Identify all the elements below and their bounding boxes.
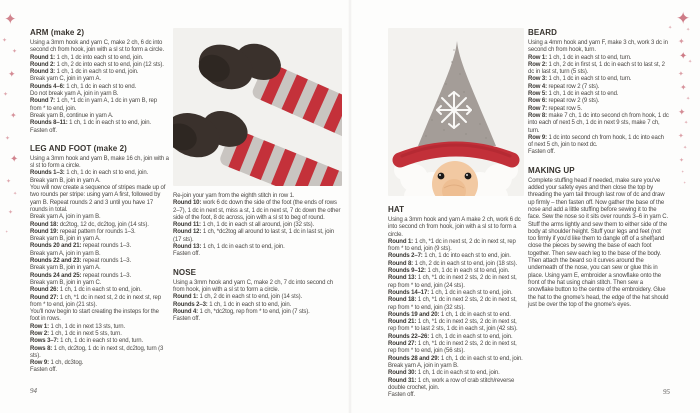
line-label: Rounds 19 and 20: bbox=[388, 311, 440, 318]
line-label: Round 13: bbox=[173, 244, 202, 251]
line-label: Round 18: bbox=[388, 297, 417, 304]
pattern-line bbox=[173, 302, 342, 309]
line-label: Round 8: bbox=[388, 260, 414, 267]
pattern-line bbox=[30, 214, 169, 221]
pattern-line bbox=[388, 378, 525, 393]
sparkle-star-icon: ✦ bbox=[688, 59, 693, 65]
line-label: Rounds 4–6: bbox=[30, 83, 65, 90]
line-text: Using a 3mm hook and yarn C, make 2 ch, 7 dc into second ch from hook, join with a sl st to form a circle. bbox=[173, 279, 334, 293]
pattern-line bbox=[173, 222, 342, 229]
pattern-line bbox=[30, 98, 169, 113]
line-label: Row 1: bbox=[30, 323, 49, 330]
line-text: 1 dc into second ch from hook, 1 dc into each of next 5 ch, join to next dc. bbox=[528, 134, 664, 149]
pattern-line bbox=[388, 268, 525, 275]
line-text: make 7 ch, 1 dc into second ch from hook, 1 dc into each of next 5 ch, 1 dc in next 9 sts, make 7 ch, turn. bbox=[528, 112, 669, 134]
line-text: work 6 dc down the side of the foot (the ends of rows 2–7), 1 dc in next st, miss a st, 1 dc in next st, 7 dc down the other side of the foot, 8 dc across, join with a sl st to beg of round. bbox=[173, 200, 341, 221]
pattern-line bbox=[30, 69, 169, 76]
line-label: Rounds 22 and 23: bbox=[30, 258, 82, 265]
line-label: Rounds 24 and 25: bbox=[30, 272, 82, 279]
sparkle-star-icon: ✦ bbox=[10, 111, 17, 120]
line-text: 1 ch, 1 dc into each st to end, join. bbox=[55, 54, 144, 61]
pattern-line bbox=[30, 170, 169, 177]
line-text: 1 ch, *1 dc in next 2 sts, 2 dc in next st, rep from * to end, join (32 sts). bbox=[388, 297, 517, 311]
sparkle-star-icon: ✦ bbox=[4, 11, 17, 28]
sparkle-star-icon: ✦ bbox=[13, 191, 18, 197]
line-text: repeat row 2 (7 sts). bbox=[546, 83, 600, 90]
line-label: Row 5: bbox=[528, 91, 547, 98]
line-text: Fasten off. bbox=[173, 316, 200, 323]
line-text: repeat rounds 1–3. bbox=[81, 243, 132, 250]
pattern-line bbox=[173, 280, 342, 295]
line-text: Complete stuffing head if needed, make sure you've added your safety eyes and then close the top by threading the yarn tail through last row of dc and draw up firmly – then fasten off. Now gather the base of the nose and add a little stuffing before sewing it to the face. Sew the nose so it sits over rounds 3–6 in yarn C. Stuff the arms lightly and sew them to either side of the body at shoulder height. Stuff your legs and feet (not too firmly if you'd like them to dangle off of a shelf)and close the pieces by sewing the base of each foot together. Then sew each leg to the base of the body. Then attach the beard so it curves around the underneath of the nose, you can sew or glue this in place. Using yarn E, embroider a snowflake onto the front of the hat using chain stitch. Then sew a snowflake button to the centre of the embroidery. Glue the hat to the gnome's head, the edge of the hat should just be over the top of the gnome's eyes. bbox=[528, 177, 669, 308]
pattern-line bbox=[30, 185, 169, 214]
pattern-line bbox=[528, 40, 669, 55]
gnome-illustration bbox=[388, 28, 524, 196]
line-label: Round 11: bbox=[173, 222, 201, 229]
pattern-line bbox=[173, 244, 342, 251]
sparkle-star-icon: ✦ bbox=[668, 25, 673, 31]
pattern-line bbox=[388, 253, 525, 260]
pattern-line bbox=[30, 178, 169, 185]
line-text: 1 ch, 1 dc in each st to end, join. bbox=[207, 301, 292, 308]
line-text: Using a 3mm hook and yarn A make 2 ch, work 6 dc into second ch from hook, join with a sl st to form a circle. bbox=[388, 217, 521, 238]
sparkle-star-icon: ✦ bbox=[681, 169, 685, 174]
line-text: 1 ch, work a row of crab stitch/reverse double crochet, join. bbox=[388, 377, 515, 391]
line-label: Row 3: bbox=[528, 76, 547, 83]
line-text: 1 ch, *1 dc in next st, 2 dc in next st, rep from * to end, join (9 sts). bbox=[388, 238, 516, 253]
sparkle-star-icon: ✦ bbox=[686, 27, 691, 33]
line-text: 1 ch, *1 dc in next 2 sts, 2 dc in next st, rep from * to last 2 sts, 1 dc in each st, join (42 sts). bbox=[388, 319, 518, 333]
line-text: Fasten off. bbox=[30, 127, 57, 134]
sparkle-star-icon: ✦ bbox=[8, 210, 14, 216]
pattern-line bbox=[30, 280, 169, 287]
line-text: You'll now begin to start creating the insteps for the foot in rows. bbox=[30, 309, 159, 323]
sparkle-star-icon: ✦ bbox=[680, 83, 687, 92]
sparkle-star-icon: ✦ bbox=[683, 180, 687, 185]
pattern-line bbox=[173, 193, 342, 200]
line-text: 1 ch, 1 dc in each st to end, join. bbox=[416, 370, 500, 377]
page-number-left: 94 bbox=[30, 387, 37, 395]
line-text: repeat row 2 (9 sts). bbox=[546, 98, 600, 105]
pattern-line bbox=[30, 84, 169, 91]
pattern-line bbox=[30, 113, 169, 120]
pattern-section bbox=[173, 193, 342, 259]
sparkle-star-icon: ✦ bbox=[2, 38, 8, 44]
pattern-line bbox=[388, 261, 525, 268]
pattern-line bbox=[388, 356, 525, 363]
pattern-line bbox=[30, 222, 169, 229]
column-arm-leg bbox=[30, 28, 169, 375]
line-text: 1 ch, 1 dc in each st to end, join. bbox=[429, 333, 513, 340]
pattern-line bbox=[30, 258, 169, 265]
line-label: Row 9: bbox=[528, 134, 547, 141]
pattern-line bbox=[528, 84, 669, 91]
gnome-photo bbox=[388, 28, 524, 196]
pattern-line bbox=[388, 341, 525, 356]
line-text: Re-join your yarn from the eighth stitch in row 1. bbox=[173, 193, 295, 199]
line-label: Round 1: bbox=[30, 54, 56, 61]
pattern-line bbox=[30, 287, 169, 294]
line-label: Row 9: bbox=[30, 360, 49, 367]
line-text: 1 ch, 1 dc in each st to end, join. bbox=[201, 244, 285, 251]
pattern-line bbox=[30, 62, 169, 69]
line-text: dc2tog, 12 dc, dc2tog, join (14 sts). bbox=[58, 221, 149, 228]
pattern-line bbox=[388, 290, 525, 297]
line-text: Fasten off. bbox=[30, 367, 57, 374]
pattern-line bbox=[388, 275, 525, 290]
line-text: Break yarn B, join in yarn A. bbox=[30, 177, 101, 184]
pattern-line bbox=[173, 251, 342, 258]
line-label: Round 18: bbox=[30, 221, 59, 228]
pattern-section bbox=[30, 28, 169, 135]
line-text: 1 ch, *dc2tog all around to last st, 1 dc in last st, join (17 sts). bbox=[173, 229, 334, 243]
line-label: Round 10: bbox=[173, 200, 202, 207]
pattern-line bbox=[30, 338, 169, 345]
sparkle-star-icon: ✦ bbox=[6, 179, 12, 185]
line-text: 1 ch, 1 dc in each st to end, join. bbox=[429, 289, 513, 296]
line-label: Row 8: bbox=[528, 112, 547, 119]
line-label: Rounds 9–12: bbox=[388, 268, 426, 275]
sparkle-star-icon: ✦ bbox=[8, 69, 16, 79]
line-text: 1 ch, 1 dc in each st to end, join. bbox=[439, 355, 523, 362]
pattern-line bbox=[30, 55, 169, 62]
line-label: Round 3: bbox=[30, 69, 56, 76]
line-text: 1 ch, *1 dc in next 2 sts, 2 dc in next st, rep from * to end, join (24 sts). bbox=[388, 275, 517, 289]
pattern-line bbox=[30, 273, 169, 280]
line-label: Round 27: bbox=[388, 341, 417, 348]
line-label: Rounds 20 and 21: bbox=[30, 243, 82, 250]
line-label: Rounds 2–7: bbox=[388, 253, 423, 260]
sparkle-star-icon: ✦ bbox=[10, 154, 19, 165]
pattern-line bbox=[30, 128, 169, 135]
line-label: Row 6: bbox=[528, 98, 547, 105]
pattern-line bbox=[30, 251, 169, 258]
pattern-section bbox=[528, 28, 669, 157]
pattern-line bbox=[30, 360, 169, 367]
page-gutter bbox=[348, 0, 352, 413]
line-text: 1 ch, 1 dc in each st to end. bbox=[546, 91, 619, 98]
line-text: 1 ch, 1 dc in each st all around, join (32 sts). bbox=[200, 222, 315, 229]
pattern-line bbox=[173, 316, 342, 323]
line-label: Round 12: bbox=[173, 229, 202, 236]
section-heading: MAKING UP bbox=[528, 165, 575, 175]
pattern-line bbox=[30, 295, 169, 310]
line-text: 1 ch, 1 dc in each st to end. bbox=[439, 311, 511, 318]
sparkle-star-icon: ✦ bbox=[683, 145, 688, 151]
line-label: Round 13: bbox=[388, 275, 417, 282]
section-heading: LEG AND FOOT (make 2) bbox=[30, 143, 127, 153]
pattern-line bbox=[30, 91, 169, 98]
sparkle-star-icon: ✦ bbox=[678, 107, 686, 117]
sparkle-star-icon: ✦ bbox=[676, 9, 691, 28]
line-label: Round 1: bbox=[388, 238, 414, 245]
line-text: repeat rounds 1–3. bbox=[81, 272, 132, 279]
foot-nose-text bbox=[173, 193, 342, 323]
section-heading: HAT bbox=[388, 205, 405, 214]
sparkle-star-icon: ✦ bbox=[678, 37, 685, 46]
line-text: repeat row 5. bbox=[546, 105, 582, 112]
sparkle-star-icon: ✦ bbox=[679, 158, 685, 164]
pattern-line bbox=[528, 76, 669, 83]
sparkle-star-icon: ✦ bbox=[5, 136, 11, 142]
pattern-line bbox=[30, 243, 169, 250]
line-text: 1 ch, 1 dc in next 5 sts, turn. bbox=[48, 330, 122, 337]
pattern-section bbox=[528, 166, 669, 309]
pattern-line bbox=[30, 156, 169, 171]
line-label: Row 4: bbox=[528, 83, 547, 90]
line-text: repeat rounds 1–3. bbox=[81, 258, 132, 265]
line-text: Break yarn B, continue in yarn A. bbox=[30, 112, 114, 119]
pattern-line bbox=[528, 149, 669, 156]
pattern-line bbox=[173, 294, 342, 301]
pattern-line bbox=[173, 229, 342, 244]
section-heading: BEARD bbox=[528, 28, 557, 37]
line-text: Break yarn B, join in yarn C. bbox=[30, 279, 102, 286]
pattern-line bbox=[528, 135, 669, 150]
line-text: 1 ch, 1 dc in each st to end. bbox=[64, 83, 137, 90]
column-foot-nose bbox=[173, 28, 342, 323]
column-beard-makingup bbox=[528, 28, 669, 309]
snowflake-embroidery bbox=[437, 92, 471, 128]
pattern-line bbox=[388, 217, 525, 239]
pattern-line bbox=[528, 91, 669, 98]
pattern-line bbox=[388, 319, 525, 334]
line-text: 1 ch, 2 dc in each st to end, join (18 sts). bbox=[413, 260, 518, 267]
line-label: Row 2: bbox=[30, 330, 49, 337]
line-label: Round 2: bbox=[30, 61, 56, 68]
line-label: Rows 8: bbox=[30, 345, 53, 352]
line-text: Break yarn A, join in yarn B. bbox=[30, 250, 101, 257]
line-text: Using a 3mm hook and yarn B, make 16 ch, join with a sl st to form a circle. bbox=[30, 155, 169, 170]
line-text: 1 ch, dc3tog. bbox=[48, 360, 84, 367]
pattern-line bbox=[388, 297, 525, 312]
line-label: Rounds 2–3: bbox=[173, 301, 208, 308]
line-text: 1 ch, 1 dc in each st to end, turn. bbox=[58, 338, 144, 345]
line-label: Row 7: bbox=[528, 105, 547, 112]
pattern-section bbox=[388, 205, 525, 399]
pattern-line bbox=[388, 363, 525, 370]
pattern-line bbox=[30, 120, 169, 127]
sparkle-star-icon: ✦ bbox=[5, 229, 9, 234]
line-text: 1 ch, 1 dc in each st to end, join. bbox=[425, 268, 510, 275]
pattern-line bbox=[30, 236, 169, 243]
line-text: 1 ch, 1 dc in each st to end, turn. bbox=[546, 76, 632, 83]
pattern-line bbox=[388, 312, 525, 319]
pattern-line bbox=[173, 200, 342, 222]
line-text: 1 ch, dc2tog, 1 dc in next st, dc2tog, turn (3 sts). bbox=[30, 345, 164, 359]
hat-text bbox=[388, 205, 525, 399]
line-text: Break yarn A, join in yarn B. bbox=[388, 362, 459, 369]
line-text: Fasten off. bbox=[388, 392, 415, 399]
line-text: 1 ch, *1 dc in yarn A, 1 dc in yarn B, rep from * to end, join. bbox=[30, 98, 157, 112]
pattern-line bbox=[528, 98, 669, 105]
line-label: Round 26: bbox=[30, 287, 59, 294]
pattern-line bbox=[30, 331, 169, 338]
pattern-section bbox=[30, 144, 169, 375]
line-text: 1 ch, *1 dc in next st, 2 dc in next st, rep from * to end, join (21 sts). bbox=[30, 294, 161, 308]
line-text: 1 ch, 1 dc in each st to end, join. bbox=[67, 120, 151, 127]
line-text: 1 ch, 1 dc in next 13 sts, turn. bbox=[48, 323, 126, 330]
pattern-line bbox=[528, 55, 669, 62]
sparkle-star-icon: ✦ bbox=[684, 120, 689, 126]
pattern-line bbox=[30, 265, 169, 272]
line-text: 1 ch, *1 dc in next 2 sts, 2 dc in next st, rep from * to end, join (56 sts). bbox=[388, 341, 517, 355]
line-text: 1 ch, 1 dc into each st to end, join. bbox=[422, 253, 511, 260]
pattern-line bbox=[528, 178, 669, 309]
pattern-line bbox=[30, 76, 169, 83]
line-label: Round 4: bbox=[173, 308, 199, 315]
line-text: Break yarn A, join in yarn B. bbox=[30, 214, 101, 221]
line-label: Row 2: bbox=[528, 61, 547, 68]
striped-legs-illustration bbox=[173, 28, 342, 186]
sparkle-star-icon: ✦ bbox=[678, 71, 684, 78]
line-label: Rounds 1–3: bbox=[30, 170, 65, 177]
pattern-line bbox=[388, 239, 525, 254]
line-label: Round 19: bbox=[30, 228, 59, 235]
pattern-line bbox=[388, 370, 525, 377]
pattern-line bbox=[388, 334, 525, 341]
line-text: 1 ch, 2 dc in each st to end, join (14 sts). bbox=[198, 294, 303, 301]
line-text: Using a 4mm hook and yarn F, make 3 ch, work 3 dc in second ch from hook, turn. bbox=[528, 40, 668, 54]
line-text: You will now create a sequence of stripes made up of two rounds per stripe: using yarn A first, followed by yarn B. Repeat rounds 2 and 3 until you have 17 rounds in total. bbox=[30, 185, 166, 213]
line-text: Using a 3mm hook and yarn C, make 2 ch, 6 dc into second ch from hook, join with a sl st to form a circle. bbox=[30, 40, 165, 54]
section-heading: ARM (make 2) bbox=[30, 28, 85, 37]
pattern-line bbox=[528, 113, 669, 135]
line-label: Rounds 8–11: bbox=[30, 120, 68, 127]
line-text: 1 ch, 2 dc into each st to end, join (12 sts). bbox=[55, 61, 164, 68]
line-label: Round 21: bbox=[388, 319, 417, 326]
page-number-right: 95 bbox=[663, 388, 670, 396]
line-label: Rounds 28 and 29: bbox=[388, 355, 440, 362]
line-label: Row 1: bbox=[528, 54, 547, 61]
line-text: 1 ch, 2 dc in first st, 1 dc in each st to last st, 2 dc in last st, turn (5 sts). bbox=[528, 61, 665, 76]
line-label: Round 1: bbox=[173, 294, 199, 301]
line-label: Round 27: bbox=[30, 294, 59, 301]
line-text: 1 ch, 1 dc in each st to end, join. bbox=[58, 287, 142, 294]
line-label: Round 31: bbox=[388, 377, 417, 384]
line-text: 1 ch, *dc2tog, rep from * to end, join (7 sts). bbox=[198, 308, 310, 315]
line-text: 1 ch, 1 dc in each st to end, join. bbox=[64, 170, 149, 177]
pattern-line bbox=[30, 367, 169, 374]
sparkle-star-icon: ✦ bbox=[3, 92, 9, 98]
line-text: Fasten off. bbox=[528, 149, 555, 156]
pattern-line bbox=[30, 346, 169, 361]
pattern-section bbox=[173, 268, 342, 324]
line-text: Break yarn B, join in yarn A. bbox=[30, 265, 101, 272]
line-label: Rounds 22–26: bbox=[388, 333, 430, 340]
line-label: Round 7: bbox=[30, 98, 56, 105]
line-label: Round 30: bbox=[388, 370, 417, 377]
pattern-line bbox=[30, 324, 169, 331]
line-text: Fasten off. bbox=[173, 251, 200, 258]
line-text: 1 ch, 1 dc in each st to end, join. bbox=[55, 69, 139, 76]
pattern-line bbox=[528, 106, 669, 113]
sparkle-star-icon: ✦ bbox=[686, 96, 691, 102]
pattern-line bbox=[388, 392, 525, 399]
line-label: Rows 3–7: bbox=[30, 338, 59, 345]
striped-legs-photo bbox=[173, 28, 342, 186]
pattern-line bbox=[30, 40, 169, 55]
line-text: 1 ch, 1 dc in each st to end, turn. bbox=[546, 54, 632, 61]
line-text: Break yarn B, join in yarn A. bbox=[30, 236, 101, 243]
sparkle-star-icon: ✦ bbox=[12, 49, 18, 55]
sparkle-star-icon: ✦ bbox=[679, 51, 688, 62]
pattern-line bbox=[528, 62, 669, 77]
section-heading: NOSE bbox=[173, 267, 197, 277]
column-hat bbox=[388, 28, 525, 399]
pattern-line bbox=[30, 309, 169, 324]
line-text: Break yarn C, join in yarn A. bbox=[30, 76, 101, 83]
line-text: repeat pattern for rounds 1–3. bbox=[58, 228, 136, 235]
pattern-line bbox=[30, 229, 169, 236]
line-text: Do not break yarn A, join in yarn B. bbox=[30, 91, 119, 98]
sparkle-star-icon: ✦ bbox=[678, 133, 684, 140]
pattern-line bbox=[173, 309, 342, 316]
line-label: Rounds 14–17: bbox=[388, 289, 430, 296]
